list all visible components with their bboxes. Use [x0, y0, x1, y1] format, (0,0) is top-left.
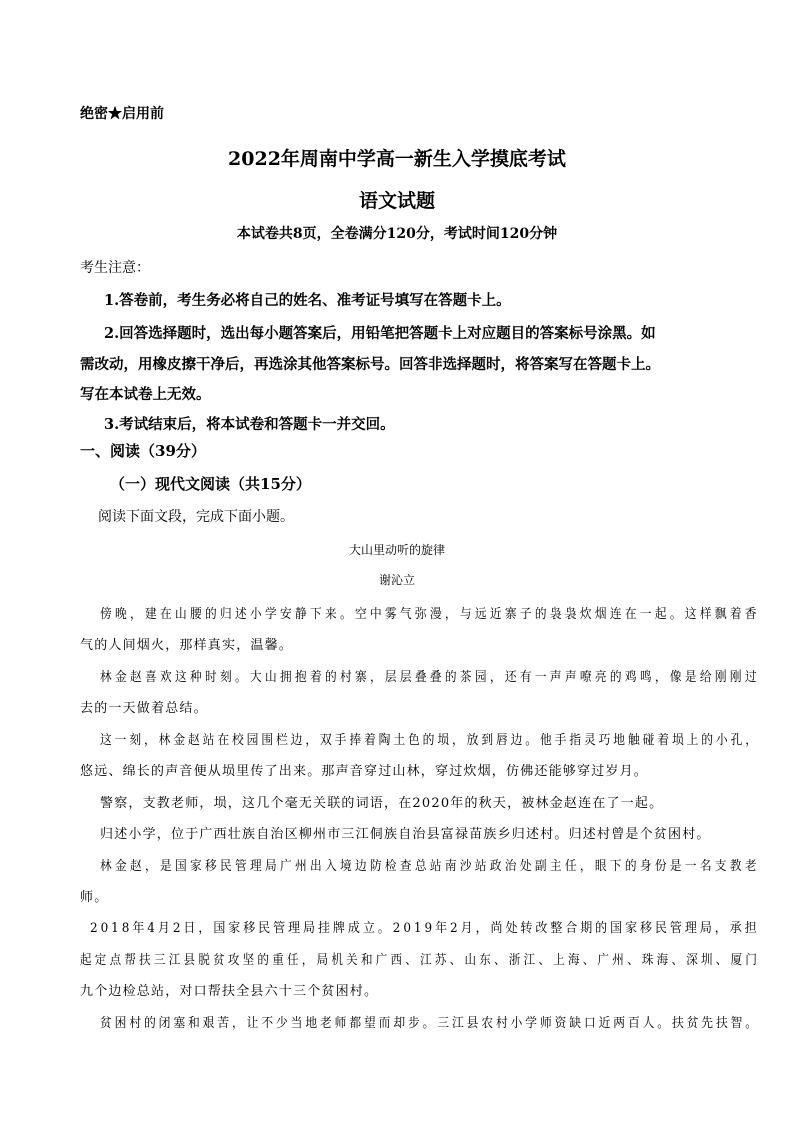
- subsection-heading: （一）现代文阅读（共15分）: [110, 475, 311, 493]
- article-line: 归述小学，位于广西壮族自治区柳州市三江侗族自治县富禄苗族乡归述村。归述村曾是个贫困村。: [100, 827, 711, 842]
- article-line: 去的一天做着总结。: [80, 701, 208, 716]
- exam-info: 本试卷共8页，全卷满分120分，考试时间120分钟: [236, 226, 558, 242]
- article-line: 警察，支教老师，埙，这几个毫无关联的词语，在2020年的秋天，被林金赵连在了一起。: [100, 796, 664, 811]
- subject-title: 语文试题: [358, 190, 435, 212]
- article-title: 大山里动听的旋律: [348, 543, 445, 557]
- notice-heading: 考生注意：: [80, 260, 150, 276]
- notice-item-2-line-1: 2.回答选择题时，选出每小题答案后，用铅笔把答题卡上对应题目的答案标号涂黑。如: [104, 325, 656, 342]
- article-line: 贫困村的闭塞和艰苦，让不少当地老师都望而却步。三江县农村小学师资缺口近两百人。扶贫先扶智。: [100, 1016, 760, 1031]
- article-line: 九个边检总站，对口帮扶全县六十三个贫困村。: [80, 984, 379, 999]
- article-line: 林金赵，是国家移民管理局广州出入境边防检查总站南沙站政治处副主任，眼下的身份是一名支教老: [100, 859, 760, 874]
- article-line: 悠远、绵长的声音便从埙里传了出来。那声音穿过山林，穿过炊烟，仿佛还能够穿过岁月。: [80, 764, 649, 779]
- confidential-label: 绝密★启用前: [80, 106, 164, 122]
- notice-item-3: 3.考试结束后，将本试卷和答题卡一并交回。: [104, 416, 395, 433]
- article-line: 师。: [80, 890, 109, 905]
- notice-item-1: 1.答卷前，考生务必将自己的姓名、准考证号填写在答题卡上。: [104, 292, 511, 309]
- article-author: 谢沁立: [378, 573, 415, 587]
- article-line: 2018年4月2日，国家移民管理局挂牌成立。2019年2月，尚处转改整合期的国家移民管理局，承担: [90, 921, 760, 936]
- section-heading: 一、阅读（39分）: [80, 442, 206, 460]
- article-line: 林金赵喜欢这种时刻。大山拥抱着的村寨，层层叠叠的茶园，还有一声声嘹亮的鸡鸣，像是给刚刚过: [100, 670, 760, 685]
- reading-instruction: 阅读下面文段，完成下面小题。: [98, 509, 294, 525]
- article-line: 起定点帮扶三江县脱贫攻坚的重任，局机关和广西、江苏、山东、浙江、上海、广州、珠海、深圳、厦门: [80, 953, 761, 968]
- article-line: 气的人间烟火，那样真实，温馨。: [80, 638, 294, 653]
- article-line: 傍晚，建在山腰的归述小学安静下来。空中雾气弥漫，与远近寨子的袅袅炊烟连在一起。这样飘着香: [100, 607, 760, 622]
- article-line: 这一刻，林金赵站在校园围栏边，双手捧着陶土色的埙，放到唇边。他手指灵巧地触碰着埙上的小孔，: [100, 733, 760, 748]
- notice-item-2-line-3: 写在本试卷上无效。: [80, 386, 211, 403]
- exam-title: 2022年周南中学高一新生入学摸底考试: [228, 148, 566, 170]
- notice-item-2-line-2: 需改动，用橡皮擦干净后，再选涂其他答案标号。回答非选择题时，将答案写在答题卡上。: [80, 356, 660, 373]
